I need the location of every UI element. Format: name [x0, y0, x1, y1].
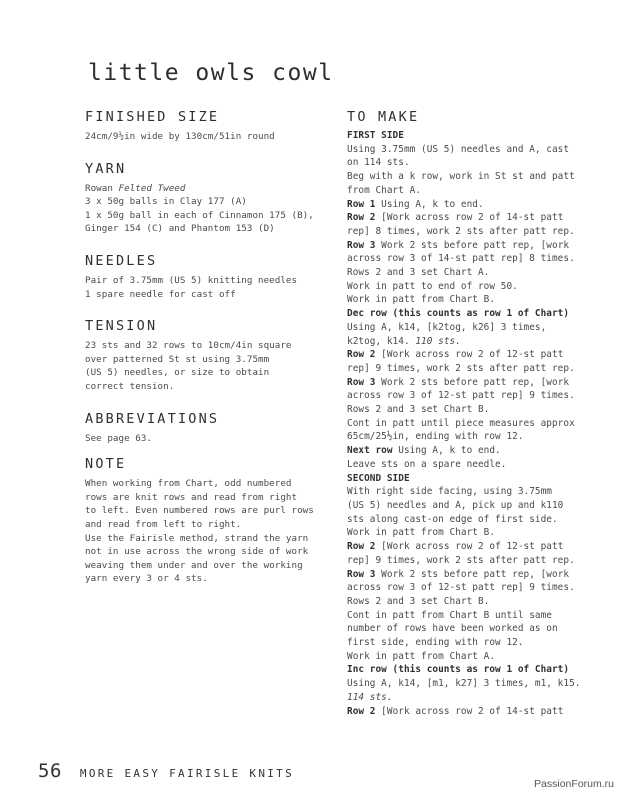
- finished-size-section: [85, 106, 340, 144]
- instruction-line: Cont in patt until piece measures approx: [347, 417, 575, 429]
- instruction-line: [347, 663, 605, 677]
- tension-line: (US 5) needles, or size to obtain: [85, 367, 270, 379]
- row-label: Row 2: [347, 705, 376, 717]
- note-line: When working from Chart, odd numbered: [85, 478, 292, 490]
- note-section: [85, 453, 340, 586]
- first-side-subheading: FIRST SIDE: [347, 130, 404, 141]
- instruction-line: on 114 sts.: [347, 157, 410, 169]
- instruction-line: 65cm/25½in, ending with row 12.: [347, 431, 524, 443]
- instruction-line: [347, 348, 605, 362]
- right-column: [347, 106, 605, 718]
- instruction-line: With right side facing, using 3.75mm: [347, 486, 552, 498]
- row-label: Row 3: [347, 376, 376, 388]
- instruction-line: across row 3 of 14-st patt rep] 8 times.: [347, 253, 575, 265]
- to-make-heading: TO MAKE: [347, 109, 420, 125]
- instruction-line: rep] 9 times, work 2 sts after patt rep.: [347, 362, 575, 374]
- instruction-line: [347, 568, 605, 582]
- pattern-title: little owls cowl: [88, 60, 334, 86]
- instruction-line: Work in patt from Chart B.: [347, 527, 496, 539]
- finished-size-heading: FINISHED SIZE: [85, 109, 220, 125]
- note-line: yarn every 3 or 4 sts.: [85, 573, 208, 585]
- tension-line: over patterned St st using 3.75mm: [85, 353, 270, 365]
- instruction-line: across row 3 of 12-st patt rep] 9 times.: [347, 582, 575, 594]
- tension-line: 23 sts and 32 rows to 10cm/4in square: [85, 340, 292, 352]
- needles-line: Pair of 3.75mm (US 5) knitting needles: [85, 274, 298, 286]
- abbreviations-section: [85, 408, 340, 446]
- instruction-line: across row 3 of 12-st patt rep] 9 times.: [347, 390, 575, 402]
- instruction-line: [347, 705, 605, 719]
- instruction-line: Using A, k14, [m1, k27] 3 times, m1, k15.: [347, 678, 581, 690]
- instruction-line: Rows 2 and 3 set Chart B.: [347, 595, 490, 607]
- instruction-line: first side, ending with row 12.: [347, 637, 524, 649]
- instruction-line: Beg with a k row, work in St st and patt: [347, 171, 575, 183]
- row-text: [Work across row 2 of 14-st patt: [375, 705, 564, 717]
- instruction-line: [347, 211, 605, 225]
- finished-size-text: 24cm/9½in wide by 130cm/51in round: [85, 131, 275, 142]
- row-text: k2tog, k14.: [347, 335, 416, 347]
- left-column: [85, 106, 340, 600]
- note-line: and read from left to right.: [85, 518, 242, 530]
- yarn-heading: YARN: [85, 160, 127, 177]
- instruction-line: [347, 307, 605, 321]
- note-line: rows are knit rows and read from right: [85, 491, 298, 503]
- instruction-line: Rows 2 and 3 set Chart A.: [347, 267, 490, 279]
- row-text: [Work across row 2 of 14-st patt: [375, 212, 564, 224]
- note-line: not in use across the wrong side of work: [85, 546, 309, 558]
- instruction-line: [347, 540, 605, 554]
- row-text: Work 2 sts before patt rep, [work: [375, 568, 570, 580]
- yarn-type: Felted Tweed: [118, 182, 186, 194]
- note-line: weaving them under and over the working: [85, 559, 303, 571]
- instruction-line: Work in patt from Chart A.: [347, 650, 496, 662]
- needles-heading: NEEDLES: [85, 252, 158, 269]
- instruction-line: sts along cast-on edge of first side.: [347, 513, 558, 525]
- instruction-line: from Chart A.: [347, 184, 422, 196]
- stitch-count: 110 sts.: [415, 335, 461, 347]
- row-text: Work 2 sts before patt rep, [work: [375, 376, 570, 388]
- stitch-count: 114 sts.: [347, 691, 393, 703]
- yarn-line: Ginger 154 (C) and Phantom 153 (D): [85, 223, 275, 235]
- instruction-line: Using 3.75mm (US 5) needles and A, cast: [347, 143, 570, 155]
- row-label: Row 2: [347, 541, 376, 553]
- inc-row-label: Inc row (this counts as row 1 of Chart): [347, 664, 570, 676]
- tension-line: correct tension.: [85, 380, 175, 392]
- yarn-brand: Rowan: [85, 182, 119, 194]
- row-text: Work 2 sts before patt rep, [work: [375, 239, 570, 251]
- abbreviations-text: See page 63.: [85, 432, 152, 444]
- instruction-line: [347, 444, 605, 458]
- yarn-section: [85, 158, 340, 236]
- yarn-line: 1 x 50g ball in each of Cinnamon 175 (B),: [85, 209, 314, 221]
- yarn-brand-line: [85, 182, 340, 196]
- row-text: Using A, k to end.: [375, 198, 484, 210]
- instruction-line: [347, 376, 605, 390]
- page-number: 56: [38, 760, 62, 782]
- note-line: Use the Fairisle method, strand the yarn: [85, 532, 309, 544]
- instruction-line: Work in patt to end of row 50.: [347, 280, 518, 292]
- instruction-line: number of rows have been worked as on: [347, 623, 558, 635]
- instruction-line: Work in patt from Chart B.: [347, 294, 496, 306]
- tension-heading: TENSION: [85, 318, 158, 335]
- row-label: Row 3: [347, 568, 376, 580]
- row-label: Row 1: [347, 198, 376, 210]
- instruction-line: [347, 691, 605, 705]
- instruction-line: Cont in patt from Chart B until same: [347, 609, 552, 621]
- yarn-line: 3 x 50g balls in Clay 177 (A): [85, 196, 247, 208]
- instruction-line: rep] 9 times, work 2 sts after patt rep.: [347, 554, 575, 566]
- instruction-line: Leave sts on a spare needle.: [347, 458, 507, 470]
- instruction-line: (US 5) needles and A, pick up and k110: [347, 499, 564, 511]
- dec-row-label: Dec row (this counts as row 1 of Chart): [347, 308, 570, 320]
- row-text: [Work across row 2 of 12-st patt: [375, 349, 564, 361]
- tension-section: [85, 315, 340, 393]
- instruction-line: Using A, k14, [k2tog, k26] 3 times,: [347, 321, 547, 333]
- note-line: to left. Even numbered rows are purl rows: [85, 505, 314, 517]
- needles-section: [85, 250, 340, 301]
- row-text: Using A, k to end.: [392, 445, 501, 457]
- row-label: Row 3: [347, 239, 376, 251]
- row-label: Row 2: [347, 349, 376, 361]
- running-head: MORE EASY FAIRISLE KNITS: [79, 767, 295, 780]
- instruction-line: rep] 8 times, work 2 sts after patt rep.: [347, 225, 575, 237]
- page-footer: [38, 760, 294, 782]
- watermark: PassionForum.ru: [534, 778, 614, 790]
- note-heading: NOTE: [85, 456, 127, 473]
- instruction-line: [347, 239, 605, 253]
- abbreviations-heading: ABBREVIATIONS: [85, 410, 220, 427]
- instruction-line: Rows 2 and 3 set Chart B.: [347, 404, 490, 416]
- instruction-line: [347, 198, 605, 212]
- second-side-subheading: SECOND SIDE: [347, 472, 410, 484]
- row-label: Row 2: [347, 212, 376, 224]
- row-text: [Work across row 2 of 12-st patt: [375, 541, 564, 553]
- row-label: Next row: [347, 445, 393, 457]
- needles-line: 1 spare needle for cast off: [85, 288, 236, 300]
- instruction-line: [347, 335, 605, 349]
